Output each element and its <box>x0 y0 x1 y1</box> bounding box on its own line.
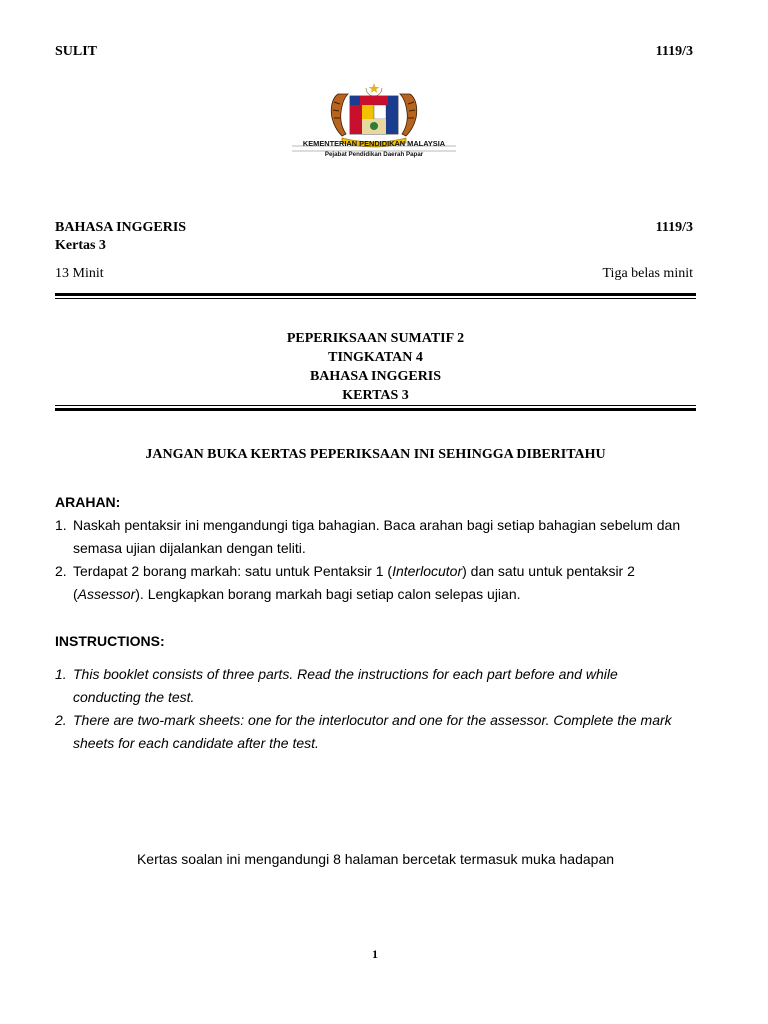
arahan-heading: ARAHAN: <box>55 494 121 510</box>
arahan-item-1 <box>55 514 715 560</box>
page-number: 1 <box>372 947 378 961</box>
divider-thin <box>55 298 696 299</box>
arahan-item-1-number: 1. <box>55 517 67 533</box>
exam-title <box>55 329 696 405</box>
divider-thin-2 <box>55 405 696 406</box>
header-sulit: SULIT <box>55 44 98 59</box>
arahan-item-2-line-1: Terdapat 2 borang markah: satu untuk Pentaksir 1 (Interlocutor) dan satu untuk pentaksir 2 <box>73 563 635 579</box>
divider-thick-2 <box>55 408 696 411</box>
instructions-heading: INSTRUCTIONS: <box>55 633 165 649</box>
duration-long: Tiga belas minit <box>602 266 693 281</box>
arahan-item-2-line-2: (Assessor). Lengkapkan borang markah bagi setiap calon selepas ujian. <box>73 586 521 602</box>
instructions-item-1-line-1: This booklet consists of three parts. Read the instructions for each part before and while <box>73 666 618 682</box>
paper-number: Kertas 3 <box>55 238 106 253</box>
ministry-crest-logo <box>288 80 460 160</box>
instructions-list <box>55 663 715 755</box>
page-count-note: Kertas soalan ini mengandungi 8 halaman bercetak termasuk muka hadapan <box>136 851 615 867</box>
assessor-term: Assessor <box>77 586 136 602</box>
exam-title-line-2: TINGKATAN 4 <box>328 350 423 365</box>
arahan-item-1-line-2: semasa ujian dijalankan dengan teliti. <box>73 540 306 556</box>
instructions-item-2-line-2: sheets for each candidate after the test. <box>73 735 319 751</box>
exam-title-line-1: PEPERIKSAAN SUMATIF 2 <box>286 331 465 346</box>
instructions-item-1 <box>55 663 715 709</box>
subject-code: 1119/3 <box>655 220 693 235</box>
header-code: 1119/3 <box>655 44 693 59</box>
arahan-item-2-number: 2. <box>55 563 67 579</box>
instructions-item-2-line-1: There are two-mark sheets: one for the interlocutor and one for the assessor. Complete the mark <box>73 712 672 728</box>
subject-name: BAHASA INGGERIS <box>55 220 187 235</box>
instructions-item-1-number: 1. <box>55 666 67 682</box>
exam-title-line-4: KERTAS 3 <box>342 388 409 403</box>
arahan-list <box>55 514 715 606</box>
exam-title-line-3: BAHASA INGGERIS <box>309 369 442 384</box>
divider-thick <box>55 293 696 296</box>
arahan-item-2 <box>55 560 715 606</box>
instructions-item-2 <box>55 709 715 755</box>
ministry-name: KEMENTERIAN PENDIDIKAN MALAYSIA <box>302 139 446 148</box>
duration-short: 13 Minit <box>55 266 104 281</box>
do-not-open-warning: JANGAN BUKA KERTAS PEPERIKSAAN INI SEHINGGA DIBERITAHU <box>145 447 606 462</box>
instructions-item-2-number: 2. <box>55 712 67 728</box>
district-office-name: Pejabat Pendidikan Daerah Papar <box>324 151 424 158</box>
arahan-item-1-line-1: Naskah pentaksir ini mengandungi tiga bahagian. Baca arahan bagi setiap bahagian sebelum dan <box>73 517 681 533</box>
instructions-item-1-line-2: conducting the test. <box>73 689 195 705</box>
interlocutor-term: Interlocutor <box>392 563 463 579</box>
